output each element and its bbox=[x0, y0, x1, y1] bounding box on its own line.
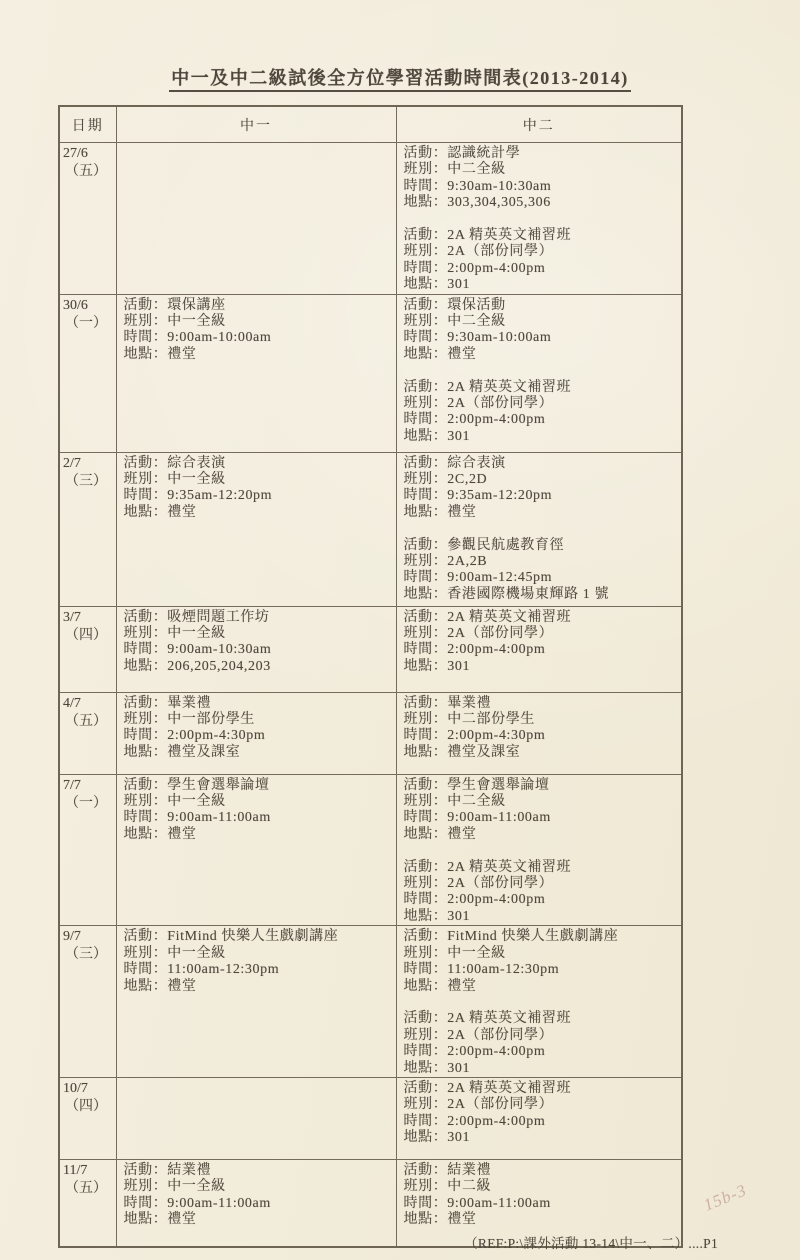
time-line: 時間：11:00am-12:30pm bbox=[403, 962, 560, 978]
date-cell bbox=[59, 606, 116, 692]
form2-cell bbox=[396, 294, 682, 452]
date-cell bbox=[59, 452, 116, 606]
date-cell bbox=[59, 1159, 116, 1247]
weekday-value: （五） bbox=[65, 713, 107, 729]
activity-line: 活動：畢業禮 bbox=[123, 695, 212, 711]
form1-cell bbox=[116, 774, 396, 926]
class-line: 班別：2A（部份同學） bbox=[403, 876, 554, 892]
class-line: 班別：中二全級 bbox=[403, 162, 506, 178]
activity-line: 活動：學生會選舉論壇 bbox=[123, 777, 270, 793]
class-line: 班別：中一部份學生 bbox=[123, 712, 255, 728]
form2-cell bbox=[396, 774, 682, 926]
class-line: 班別：2A（部份同學） bbox=[403, 396, 554, 412]
venue-line: 地點：禮堂 bbox=[123, 1212, 197, 1228]
date-value: 30/6 bbox=[63, 297, 88, 313]
class-line: 班別：中二部份學生 bbox=[403, 712, 535, 728]
blank-line bbox=[404, 212, 679, 228]
activity-line: 活動：綜合表演 bbox=[403, 455, 506, 471]
form2-cell bbox=[396, 606, 682, 692]
time-line: 時間：2:00pm-4:00pm bbox=[403, 1113, 546, 1129]
form1-cell bbox=[116, 1077, 396, 1159]
table-row bbox=[59, 692, 682, 774]
activity-line: 活動：參觀民航處教育徑 bbox=[403, 537, 565, 553]
date-cell bbox=[59, 774, 116, 926]
time-line: 時間：9:30am-10:00am bbox=[403, 330, 552, 346]
class-line: 班別：中二全級 bbox=[403, 794, 506, 810]
date-cell bbox=[59, 1077, 116, 1159]
class-line: 班別：中一全級 bbox=[123, 626, 226, 642]
venue-line: 地點：301 bbox=[403, 1060, 471, 1076]
page-title-text: 中一及中二級試後全方位學習活動時間表(2013-2014) bbox=[169, 68, 630, 92]
time-line: 時間：9:00am-10:30am bbox=[123, 642, 272, 658]
blank-line bbox=[404, 521, 679, 537]
venue-line: 地點：禮堂 bbox=[403, 826, 477, 842]
activity-line: 活動：2A 精英英文補習班 bbox=[403, 379, 572, 395]
time-line: 時間：2:00pm-4:00pm bbox=[403, 642, 546, 658]
class-line: 班別：中一全級 bbox=[403, 945, 506, 961]
activity-line: 活動：結業禮 bbox=[403, 1162, 492, 1178]
col-header-form2: 中二 bbox=[396, 106, 682, 143]
venue-line: 地點：301 bbox=[403, 658, 471, 674]
form1-cell bbox=[116, 692, 396, 774]
venue-line: 地點：禮堂 bbox=[403, 978, 477, 994]
form1-cell bbox=[116, 452, 396, 606]
weekday-value: （一） bbox=[65, 795, 107, 811]
venue-line: 地點：禮堂 bbox=[123, 504, 197, 520]
form2-cell bbox=[396, 692, 682, 774]
class-line: 班別：中一全級 bbox=[123, 1179, 226, 1195]
date-value: 3/7 bbox=[63, 609, 81, 625]
class-line: 班別：2A（部份同學） bbox=[403, 626, 554, 642]
class-line: 班別：中一全級 bbox=[123, 945, 226, 961]
form1-cell bbox=[116, 143, 396, 295]
activity-line: 活動：畢業禮 bbox=[403, 695, 492, 711]
venue-line: 地點：禮堂 bbox=[403, 1212, 477, 1228]
time-line: 時間：2:00pm-4:00pm bbox=[403, 892, 546, 908]
class-line: 班別：中一全級 bbox=[123, 472, 226, 488]
venue-line: 地點：303,304,305,306 bbox=[403, 195, 551, 211]
class-line: 班別：2A,2B bbox=[403, 554, 488, 570]
venue-line: 地點：禮堂 bbox=[123, 978, 197, 994]
venue-line: 地點：301 bbox=[403, 277, 471, 293]
venue-line: 地點：香港國際機場東輝路 1 號 bbox=[403, 586, 610, 602]
venue-line: 地點：禮堂 bbox=[123, 346, 197, 362]
col-header-date: 日期 bbox=[59, 106, 116, 143]
table-row bbox=[59, 926, 682, 1078]
weekday-value: （三） bbox=[65, 947, 107, 963]
weekday-value: （四） bbox=[65, 627, 107, 643]
weekday-value: （五） bbox=[65, 1180, 107, 1196]
time-line: 時間：9:00am-11:00am bbox=[123, 810, 271, 826]
footer-reference: （REF:P:\課外活動 13-14\中一、二）....P1 bbox=[464, 1236, 718, 1251]
time-line: 時間：2:00pm-4:00pm bbox=[403, 260, 546, 276]
venue-line: 地點：禮堂 bbox=[403, 504, 477, 520]
class-line: 班別：中一全級 bbox=[123, 794, 226, 810]
form2-cell bbox=[396, 452, 682, 606]
venue-line: 地點：禮堂 bbox=[123, 826, 197, 842]
class-line: 班別：中一全級 bbox=[123, 314, 226, 330]
activity-line: 活動：環保活動 bbox=[403, 297, 506, 313]
date-cell bbox=[59, 692, 116, 774]
time-line: 時間：9:30am-10:30am bbox=[403, 178, 552, 194]
date-cell bbox=[59, 143, 116, 295]
class-line: 班別：中二級 bbox=[403, 1179, 492, 1195]
handwritten-page-number: 15b-3 bbox=[700, 1180, 750, 1215]
blank-line bbox=[404, 995, 679, 1011]
blank-line bbox=[404, 363, 679, 379]
date-value: 4/7 bbox=[63, 695, 81, 711]
form1-cell bbox=[116, 1159, 396, 1247]
venue-line: 地點：禮堂及課室 bbox=[123, 744, 241, 760]
time-line: 時間：9:00am-10:00am bbox=[123, 330, 272, 346]
venue-line: 地點：301 bbox=[403, 1130, 471, 1146]
col-header-form1: 中一 bbox=[116, 106, 396, 143]
table-row bbox=[59, 452, 682, 606]
date-value: 27/6 bbox=[63, 146, 88, 161]
table-row bbox=[59, 1077, 682, 1159]
table-row bbox=[59, 294, 682, 452]
activity-line: 活動：學生會選舉論壇 bbox=[403, 777, 550, 793]
time-line: 時間：2:00pm-4:30pm bbox=[123, 728, 266, 744]
date-cell bbox=[59, 926, 116, 1078]
time-line: 時間：2:00pm-4:30pm bbox=[403, 728, 546, 744]
form2-cell bbox=[396, 143, 682, 295]
activity-line: 活動：結業禮 bbox=[123, 1162, 212, 1178]
venue-line: 地點：禮堂 bbox=[403, 346, 477, 362]
time-line: 時間：9:00am-11:00am bbox=[123, 1195, 271, 1211]
activity-timetable bbox=[58, 105, 683, 1248]
date-value: 2/7 bbox=[63, 455, 81, 471]
time-line: 時間：2:00pm-4:00pm bbox=[403, 412, 546, 428]
weekday-value: （三） bbox=[65, 473, 107, 489]
venue-line: 地點：禮堂及課室 bbox=[403, 744, 521, 760]
time-line: 時間：11:00am-12:30pm bbox=[123, 962, 280, 978]
page-title bbox=[0, 64, 800, 90]
table-row bbox=[59, 606, 682, 692]
activity-line: 活動：2A 精英英文補習班 bbox=[403, 609, 572, 625]
date-value: 7/7 bbox=[63, 777, 81, 793]
time-line: 時間：2:00pm-4:00pm bbox=[403, 1044, 546, 1060]
date-cell bbox=[59, 294, 116, 452]
form2-cell bbox=[396, 1077, 682, 1159]
date-value: 9/7 bbox=[63, 929, 81, 945]
table-row bbox=[59, 774, 682, 926]
venue-line: 地點：206,205,204,203 bbox=[123, 658, 271, 674]
activity-line: 活動：環保講座 bbox=[123, 297, 226, 313]
time-line: 時間：9:35am-12:20pm bbox=[123, 488, 273, 504]
weekday-value: （四） bbox=[65, 1098, 107, 1114]
form2-cell bbox=[396, 926, 682, 1078]
blank-line bbox=[404, 843, 679, 859]
time-line: 時間：9:00am-11:00am bbox=[403, 810, 551, 826]
class-line: 班別：2C,2D bbox=[403, 472, 488, 488]
activity-line: 活動：2A 精英英文補習班 bbox=[403, 1080, 572, 1096]
weekday-value: （五） bbox=[65, 164, 107, 179]
venue-line: 地點：301 bbox=[403, 908, 471, 924]
class-line: 班別：中二全級 bbox=[403, 314, 506, 330]
activity-line: 活動：FitMind 快樂人生戲劇講座 bbox=[403, 929, 619, 945]
time-line: 時間：9:00am-11:00am bbox=[403, 1195, 551, 1211]
activity-line: 活動：吸煙問題工作坊 bbox=[123, 609, 270, 625]
activity-line: 活動：2A 精英英文補習班 bbox=[403, 859, 572, 875]
time-line: 時間：9:35am-12:20pm bbox=[403, 488, 553, 504]
header-row bbox=[59, 106, 682, 143]
weekday-value: （一） bbox=[65, 315, 107, 331]
activity-line: 活動：FitMind 快樂人生戲劇講座 bbox=[123, 929, 339, 945]
class-line: 班別：2A（部份同學） bbox=[403, 244, 554, 260]
venue-line: 地點：301 bbox=[403, 428, 471, 444]
form1-cell bbox=[116, 294, 396, 452]
activity-line: 活動：綜合表演 bbox=[123, 455, 226, 471]
activity-line: 活動：2A 精英英文補習班 bbox=[403, 1011, 572, 1027]
date-value: 11/7 bbox=[63, 1162, 88, 1178]
table-row bbox=[59, 143, 682, 295]
activity-line: 活動：2A 精英英文補習班 bbox=[403, 228, 572, 244]
form1-cell bbox=[116, 606, 396, 692]
activity-line: 活動：認識統計學 bbox=[403, 146, 521, 161]
date-value: 10/7 bbox=[63, 1080, 88, 1096]
time-line: 時間：9:00am-12:45pm bbox=[403, 570, 553, 586]
class-line: 班別：2A（部份同學） bbox=[403, 1097, 554, 1113]
form1-cell bbox=[116, 926, 396, 1078]
class-line: 班別：2A（部份同學） bbox=[403, 1027, 554, 1043]
